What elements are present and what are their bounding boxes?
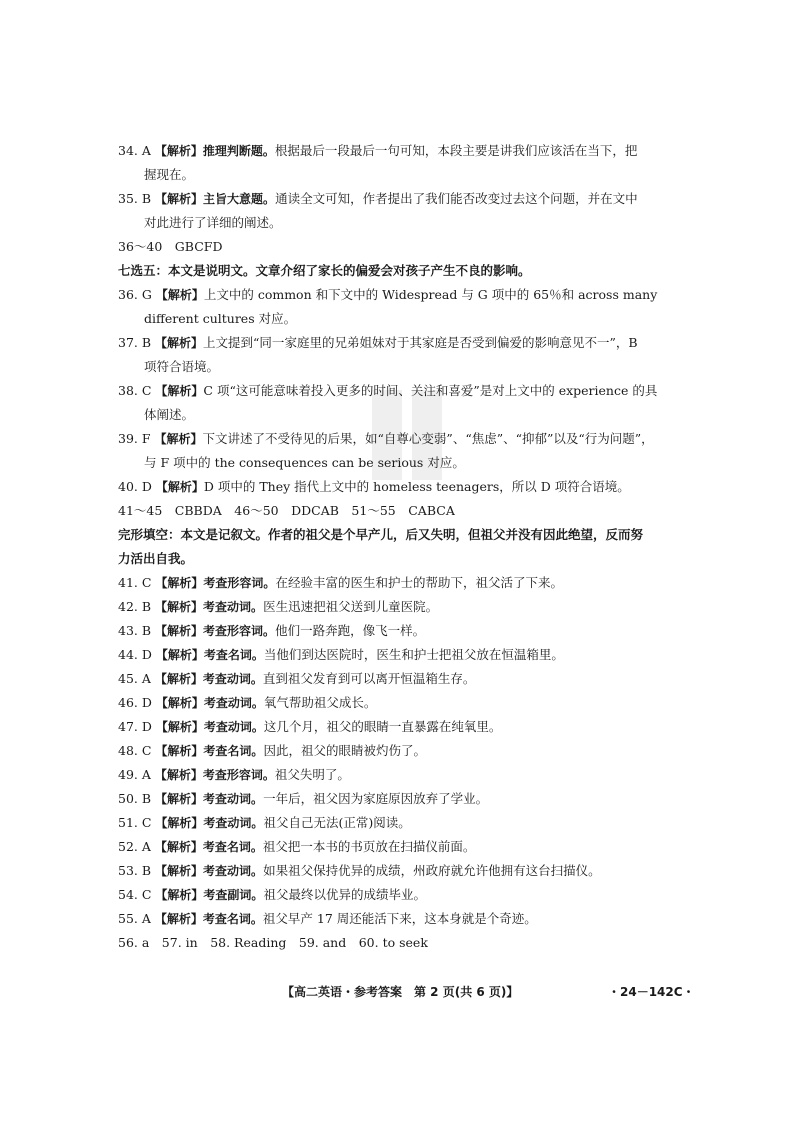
answer-item-41 bbox=[118, 571, 688, 595]
item-text: 这几个月，祖父的眼睛一直暴露在纯氧里。 bbox=[263, 719, 502, 734]
question-type: 考查副词。 bbox=[203, 888, 264, 902]
item-number: 36. G bbox=[118, 287, 152, 302]
answers-36-40: 36～40 GBCFD bbox=[118, 239, 223, 254]
question-type: 考查动词。 bbox=[203, 792, 264, 806]
analysis-tag: 【解析】 bbox=[155, 384, 204, 398]
answer-item-52 bbox=[118, 835, 688, 859]
analysis-tag: 【解析】 bbox=[155, 720, 204, 734]
question-type: 考查名词。 bbox=[202, 912, 263, 926]
item-number: 38. C bbox=[118, 383, 152, 398]
analysis-tag: 【解析】 bbox=[155, 864, 204, 878]
item-text: 下文讲述了不受待见的后果，如“自尊心变弱”、“焦虑”、“抑郁”以及“行为问题”， bbox=[202, 431, 654, 446]
question-type: 考查形容词。 bbox=[202, 768, 275, 782]
answer-item-36 bbox=[118, 283, 688, 331]
item-number: 46. D bbox=[118, 695, 152, 710]
analysis-tag: 【解析】 bbox=[154, 672, 203, 686]
analysis-tag: 【解析】 bbox=[155, 576, 204, 590]
analysis-tag: 【解析】 bbox=[154, 768, 203, 782]
analysis-tag: 【解析】 bbox=[155, 288, 204, 302]
answer-item-54 bbox=[118, 883, 688, 907]
section-heading-cloze: 完形填空：本文是记叙文。作者的祖父是个早产儿，后又失明，但祖父并没有因此绝望，反而努 bbox=[118, 527, 644, 542]
answer-item-37 bbox=[118, 331, 688, 379]
item-text: 氧气帮助祖父成长。 bbox=[263, 695, 377, 710]
item-number: 39. F bbox=[118, 431, 151, 446]
answer-item-40 bbox=[118, 475, 688, 499]
analysis-tag: 【解析】 bbox=[155, 624, 204, 638]
item-text: 直到祖父发育到可以离开恒温箱生存。 bbox=[262, 671, 476, 686]
item-text: 祖父失明了。 bbox=[274, 767, 350, 782]
footer-code: ・24－142C・ bbox=[608, 985, 695, 999]
item-number: 47. D bbox=[118, 719, 152, 734]
answer-item-35 bbox=[118, 187, 688, 235]
answer-item-45 bbox=[118, 667, 688, 691]
item-text: 上文中的 common 和下文中的 Widespread 与 G 项中的 65％和 across many bbox=[203, 287, 658, 302]
item-number: 42. B bbox=[118, 599, 152, 614]
item-number: 55. A bbox=[118, 911, 151, 926]
item-number: 34. A bbox=[118, 143, 151, 158]
answer-item-50 bbox=[118, 787, 688, 811]
item-text-continued: 握现在。 bbox=[144, 167, 195, 182]
answer-item-53 bbox=[118, 859, 688, 883]
answer-item-49 bbox=[118, 763, 688, 787]
analysis-tag: 【解析】 bbox=[155, 816, 204, 830]
question-type: 考查动词。 bbox=[203, 600, 264, 614]
analysis-tag: 【解析】 bbox=[155, 336, 204, 350]
answer-item-38 bbox=[118, 379, 688, 427]
item-number: 49. A bbox=[118, 767, 151, 782]
item-text: 上文提到“同一家庭里的兄弟姐妹对于其家庭是否受到偏爱的影响意见不一”，B bbox=[203, 335, 638, 350]
item-number: 35. B bbox=[118, 191, 152, 206]
item-number: 41. C bbox=[118, 575, 152, 590]
question-type: 考查动词。 bbox=[203, 816, 264, 830]
item-number: 44. D bbox=[118, 647, 152, 662]
item-number: 43. B bbox=[118, 623, 152, 638]
analysis-tag: 【解析】 bbox=[155, 648, 204, 662]
answer-content bbox=[118, 139, 688, 955]
item-number: 53. B bbox=[118, 863, 152, 878]
answer-item-48 bbox=[118, 739, 688, 763]
answer-item-51 bbox=[118, 811, 688, 835]
item-number: 48. C bbox=[118, 743, 152, 758]
analysis-tag: 【解析】 bbox=[154, 840, 203, 854]
analysis-tag: 【解析】 bbox=[155, 696, 204, 710]
answer-item-39 bbox=[118, 427, 688, 475]
answer-item-47 bbox=[118, 715, 688, 739]
item-text-continued: 体阐述。 bbox=[144, 407, 195, 422]
item-text: 如果祖父保持优异的成绩，州政府就允许他拥有这台扫描仪。 bbox=[263, 863, 601, 878]
item-text: 他们一路奔跑，像飞一样。 bbox=[275, 623, 426, 638]
item-number: 54. C bbox=[118, 887, 152, 902]
analysis-tag: 【解析】 bbox=[154, 432, 203, 446]
section-heading-cloze-continued: 力活出自我。 bbox=[118, 551, 194, 566]
item-text: 当他们到达医院时，医生和护士把祖父放在恒温箱里。 bbox=[263, 647, 564, 662]
analysis-tag: 【解析】 bbox=[155, 792, 204, 806]
item-text: 因此，祖父的眼睛被灼伤了。 bbox=[263, 743, 426, 758]
item-text: 一年后，祖父因为家庭原因放弃了学业。 bbox=[263, 791, 489, 806]
analysis-tag: 【解析】 bbox=[154, 144, 203, 158]
question-type: 考查形容词。 bbox=[203, 576, 276, 590]
cloze-items bbox=[118, 571, 688, 931]
item-text: 医生迅速把祖父送到儿童医院。 bbox=[263, 599, 439, 614]
item-text-continued: 与 F 项中的 the consequences can be serious 对应。 bbox=[144, 455, 465, 470]
analysis-tag: 【解析】 bbox=[155, 192, 204, 206]
item-text: 通读全文可知，作者提出了我们能否改变过去这个问题，并在文中 bbox=[275, 191, 638, 206]
answer-item-43 bbox=[118, 619, 688, 643]
answer-item-55 bbox=[118, 907, 688, 931]
item-text: 祖父早产 17 周还能活下来，这本身就是个奇迹。 bbox=[262, 911, 537, 926]
question-type: 考查动词。 bbox=[203, 864, 264, 878]
question-type: 主旨大意题。 bbox=[203, 192, 276, 206]
analysis-tag: 【解析】 bbox=[155, 744, 204, 758]
item-text-continued: 项符合语境。 bbox=[144, 359, 220, 374]
item-text: 祖父把一本书的书页放在扫描仪前面。 bbox=[262, 839, 476, 854]
answers-56-60: 56. a 57. in 58. Reading 59. and 60. to seek bbox=[118, 935, 428, 950]
answer-item-44 bbox=[118, 643, 688, 667]
item-text-continued: different cultures 对应。 bbox=[144, 311, 297, 326]
question-type: 考查动词。 bbox=[203, 696, 264, 710]
answers-41-55: 41～45 CBBDA 46～50 DDCAB 51～55 CABCA bbox=[118, 503, 455, 518]
item-text: 在经验丰富的医生和护士的帮助下，祖父活了下来。 bbox=[275, 575, 563, 590]
page-footer bbox=[0, 983, 800, 1003]
item-text: 祖父最终以优异的成绩毕业。 bbox=[263, 887, 426, 902]
item-text-continued: 对此进行了详细的阐述。 bbox=[144, 215, 282, 230]
item-text: C 项“这可能意味着投入更多的时间、关注和喜爱”是对上文中的 experience 的具 bbox=[203, 383, 658, 398]
item-number: 45. A bbox=[118, 671, 151, 686]
analysis-tag: 【解析】 bbox=[154, 912, 203, 926]
question-type: 考查动词。 bbox=[203, 720, 264, 734]
answer-item-42 bbox=[118, 595, 688, 619]
item-text: 祖父自己无法(正常)阅读。 bbox=[263, 815, 411, 830]
question-type: 考查名词。 bbox=[202, 840, 263, 854]
question-type: 考查动词。 bbox=[202, 672, 263, 686]
question-type: 考查名词。 bbox=[203, 744, 264, 758]
item-number: 52. A bbox=[118, 839, 151, 854]
item-number: 51. C bbox=[118, 815, 152, 830]
item-number: 40. D bbox=[118, 479, 152, 494]
question-type: 推理判断题。 bbox=[202, 144, 275, 158]
question-type: 考查形容词。 bbox=[203, 624, 276, 638]
question-type: 考查名词。 bbox=[203, 648, 264, 662]
item-text: D 项中的 They 指代上文中的 homeless teenagers，所以 D 项符合语境。 bbox=[203, 479, 630, 494]
answer-item-34 bbox=[118, 139, 688, 187]
item-text: 根据最后一段最后一句可知，本段主要是讲我们应该活在当下，把 bbox=[274, 143, 638, 158]
analysis-tag: 【解析】 bbox=[155, 600, 204, 614]
analysis-tag: 【解析】 bbox=[155, 480, 204, 494]
analysis-tag: 【解析】 bbox=[155, 888, 204, 902]
answer-item-46 bbox=[118, 691, 688, 715]
item-number: 50. B bbox=[118, 791, 152, 806]
section-heading-seven-choose-five: 七选五：本文是说明文。文章介绍了家长的偏爱会对孩子产生不良的影响。 bbox=[118, 263, 531, 278]
footer-page-info: 【高二英语・参考答案 第 2 页(共 6 页)】 bbox=[282, 985, 519, 999]
item-number: 37. B bbox=[118, 335, 152, 350]
